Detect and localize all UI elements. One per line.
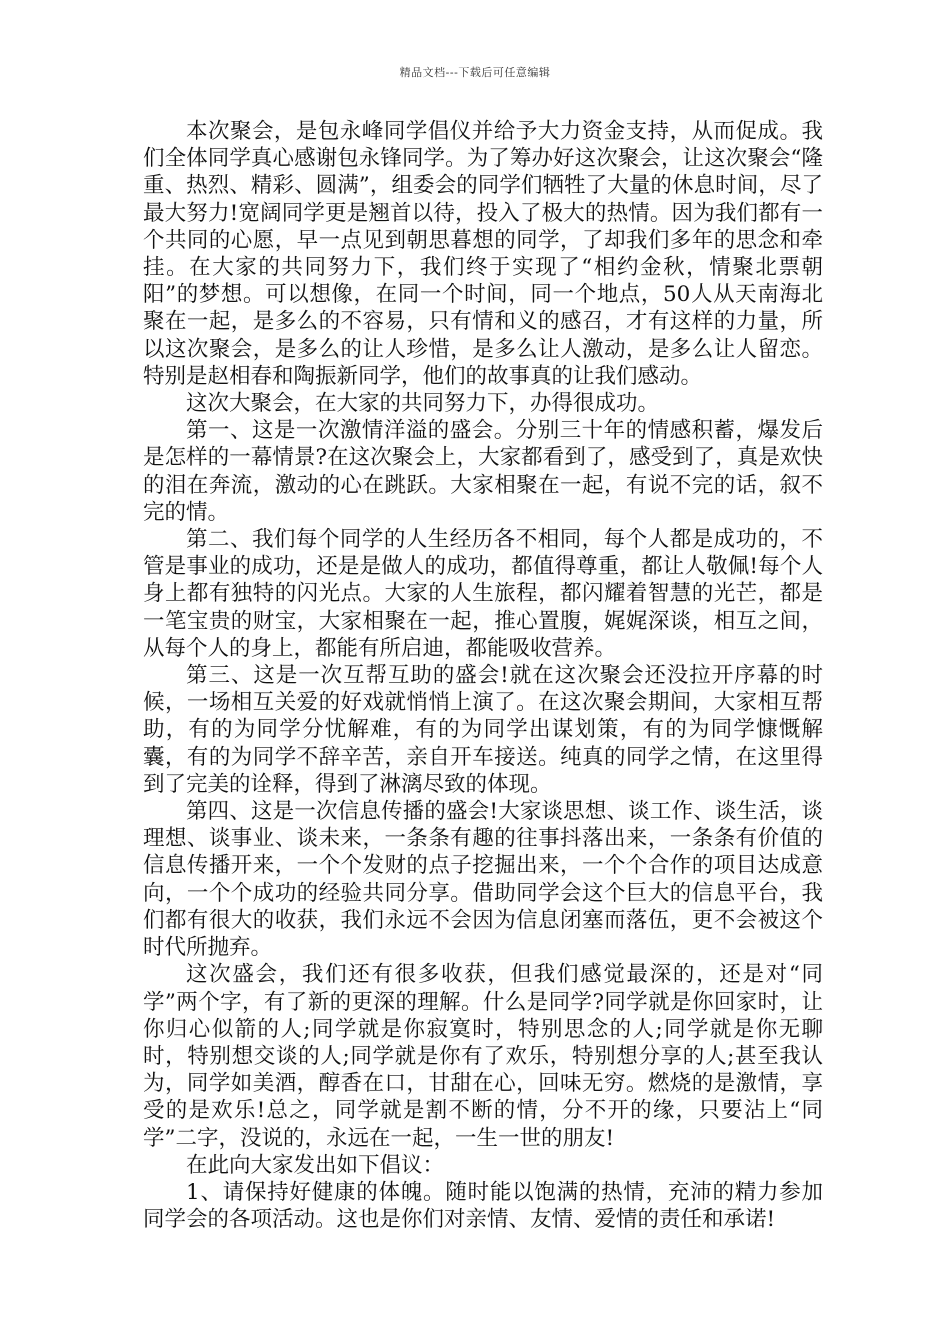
paragraph: 第四、这是一次信息传播的盛会!大家谈思想、谈工作、谈生活，谈理想、谈事业、谈未来，一条条有趣的往事抖落出来，一条条有价值的信息传播开来，一个个发财的点子挖掘出来，一个个合作的项目达成意向，一个个成功的经验共同分享。借助同学会这个巨大的信息平台，我们都有很大的收获，我们永远不会因为信息闭塞而落伍，更不会被这个时代所抛弃。	[143, 799, 823, 961]
paragraph: 第二、我们每个同学的人生经历各不相同，每个人都是成功的，不管是事业的成功，还是是做人的成功，都值得尊重，都让人敬佩!每个人身上都有独特的闪光点。大家的人生旅程，都闪耀着智慧的光芒，都是一笔宝贵的财宝，大家相聚在一起，推心置腹，娓娓深谈，相互之间，从每个人的身上，都能有所启迪，都能吸收营养。	[143, 527, 823, 661]
document-body	[143, 118, 823, 1233]
paragraph: 在此向大家发出如下倡议：	[186, 1152, 445, 1178]
paragraph: 第一、这是一次激情洋溢的盛会。分别三十年的情感积蓄，爆发后是怎样的一幕情景?在这次聚会上，大家都看到了，感受到了，真是欢快的泪在奔流，激动的心在跳跃。大家相聚在一起，有说不完的话，叙不完的情。	[143, 418, 823, 525]
paragraph: 本次聚会，是包永峰同学倡仪并给予大力资金支持，从而促成。我们全体同学真心感谢包永锋同学。为了筹办好这次聚会，让这次聚会“隆重、热烈、精彩、圆满”，组委会的同学们牺牲了大量的休息时间，尽了最大努力!宽阔同学更是翘首以待，投入了极大的热情。因为我们都有一个共同的心愿，早一点见到朝思暮想的同学，了却我们多年的思念和牵挂。在大家的共同努力下，我们终于实现了“相约金秋，情聚北票朝阳”的梦想。可以想像，在同一个时间，同一个地点，50人从天南海北聚在一起，是多么的不容易，只有情和义的感召，才有这样的力量，所以这次聚会，是多么的让人珍惜，是多么让人激动，是多么让人留恋。特别是赵相春和陶振新同学，他们的故事真的让我们感动。	[143, 119, 823, 389]
page-header: 精品文档---下载后可任意编辑	[399, 66, 551, 79]
paragraph: 这次大聚会，在大家的共同努力下，办得很成功。	[186, 391, 660, 417]
paragraph: 第三、这是一次互帮互助的盛会!就在这次聚会还没拉开序幕的时候，一场相互关爱的好戏就悄悄上演了。在这次聚会期间，大家相互帮助，有的为同学分忧解难，有的为同学出谋划策，有的为同学慷慨解囊，有的为同学不辞辛苦，亲自开车接送。纯真的同学之情，在这里得到了完美的诠释，得到了淋漓尽致的体现。	[143, 663, 823, 797]
paragraph: 这次盛会，我们还有很多收获，但我们感觉最深的，还是对“同学”两个字，有了新的更深的理解。什么是同学?同学就是你回家时，让你归心似箭的人;同学就是你寂寞时，特别思念的人;同学就是你无聊时，特别想交谈的人;同学就是你有了欢乐，特别想分享的人;甚至我认为，同学如美酒，醇香在口，甘甜在心，回味无穷。燃烧的是激情，享受的是欢乐!总之，同学就是割不断的情，分不开的缘，只要沾上“同学”二字，没说的，永远在一起，一生一世的朋友!	[143, 962, 823, 1151]
paragraph: 1、请保持好健康的体魄。随时能以饱满的热情，充沛的精力参加同学会的各项活动。这也是你们对亲情、友情、爱情的责任和承诺!	[143, 1179, 823, 1233]
